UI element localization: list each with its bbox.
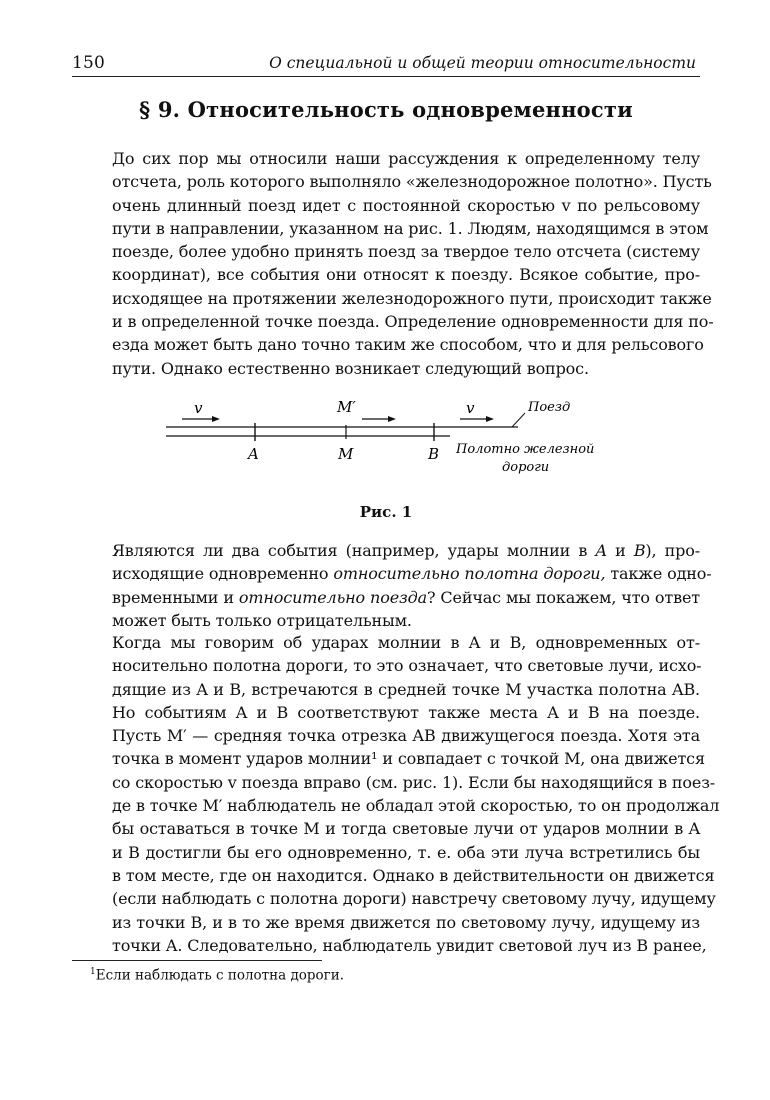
label-track-1: Полотно железной: [456, 442, 595, 457]
label-m-prime: M′: [337, 398, 356, 416]
text-line: До сих пор мы относили наши рассуждения к определенному телу: [112, 149, 700, 168]
text-run: временными и: [112, 587, 239, 607]
text-line: в том месте, где он находится. Однако в действительности он движется: [112, 865, 715, 885]
text-line: поезде, более удобно принять поезд за твердое тело отсчета (систему: [112, 242, 700, 262]
text-line: исходящее на протяжении железнодорожного пути, происходит также: [112, 288, 712, 308]
footnote-text: Если наблюдать с полотна дороги.: [95, 967, 345, 984]
footnote-rule: [72, 960, 322, 961]
text-run: Являются ли два события (например, удары молнии в: [112, 541, 596, 560]
text-run: и: [606, 541, 634, 560]
text-line: отсчета, роль которого выполняло «железнодорожное полотно». Пусть: [112, 172, 712, 192]
text-line: точка в момент ударов молнии¹ и совпадает с точкой M, она движется: [112, 749, 705, 769]
text-line: очень длинный поезд идет с постоянной скоростью v по рельсовому: [112, 195, 700, 215]
text-line: из точки B, и в то же время движется по световому лучу, идущему из: [112, 912, 700, 932]
footnote-mark: 1: [90, 967, 96, 977]
figure-train-diagram: [160, 393, 620, 483]
paragraph-3: [72, 631, 720, 957]
page-header: [72, 50, 700, 77]
label-v-left: v: [194, 399, 203, 417]
text-line: пути в направлении, указанном на рис. 1. Людям, находящимся в этом: [112, 218, 709, 238]
text-line: [72, 562, 712, 585]
text-line: бы оставаться в точке M и тогда световые лучи от ударов молнии в A: [112, 819, 700, 839]
text-line: [72, 586, 700, 609]
label-track-2: дороги: [502, 460, 550, 475]
emphasis-text: относительно поезда: [238, 587, 427, 607]
text-line: де в точке M′ наблюдатель не обладал этой скоростью, то он продолжал: [112, 796, 720, 816]
text-line: (если наблюдать с полотна дороги) навстречу световому лучу, идущему: [112, 889, 716, 909]
text-line: и в определенной точке поезда. Определение одновременности для по-: [112, 312, 714, 332]
text-line: носительно полотна дороги, то это означает, что световые лучи, исхо-: [112, 656, 702, 676]
label-m: M: [338, 445, 354, 463]
label-v-right: v: [466, 399, 475, 417]
text-run: также одно-: [605, 564, 712, 584]
text-line: может быть только отрицательным.: [112, 610, 412, 630]
text-line: езда может быть дано точно таким же способом, что и для рельсового: [112, 335, 704, 355]
footnote: [90, 967, 344, 984]
text-line: Пусть M′ — средняя точка отрезка AB движущегося поезда. Хотя эта: [112, 726, 700, 746]
running-title: О специальной и общей теории относительности: [269, 54, 696, 72]
text-line: и B достигли бы его одновременно, т. е. оба эти луча встретились бы: [112, 842, 700, 862]
paragraph-1: [72, 147, 714, 380]
math-a: A: [595, 541, 607, 560]
text-line: пути. Однако естественно возникает следующий вопрос.: [112, 358, 589, 378]
text-line: дящие из A и B, встречаются в средней точке M участка полотна AB.: [112, 679, 700, 699]
label-train: Поезд: [528, 400, 571, 415]
paragraph-2: [72, 539, 712, 632]
text-line: координат), все события они относят к поезду. Всякое событие, про-: [112, 265, 700, 285]
text-line: [72, 539, 700, 562]
figure-caption: Рис. 1: [359, 503, 413, 521]
train-pointer: [512, 413, 525, 427]
math-b: B: [633, 541, 646, 560]
label-b: B: [428, 445, 440, 463]
text-run: ), про-: [645, 541, 701, 560]
text-line: со скоростью v поезда вправо (см. рис. 1). Если бы находящийся в поез-: [112, 772, 716, 792]
page-number: 150: [72, 53, 106, 73]
text-line: Но событиям A и B соответствуют также места A и B на поезде.: [112, 702, 700, 722]
label-a: A: [248, 445, 259, 463]
section-title: § 9. Относительность одновременности: [139, 97, 633, 122]
arrow-mid: [362, 416, 396, 422]
text-line: точки A. Следовательно, наблюдатель увидит световой луч из B ранее,: [112, 935, 707, 955]
text-line: Когда мы говорим об ударах молнии в A и B, одновременных от-: [112, 633, 700, 652]
emphasis-text: относительно полотна дороги,: [333, 564, 606, 584]
text-run: ? Сейчас мы покажем, что ответ: [426, 587, 700, 607]
text-run: исходящие одновременно: [112, 564, 334, 584]
